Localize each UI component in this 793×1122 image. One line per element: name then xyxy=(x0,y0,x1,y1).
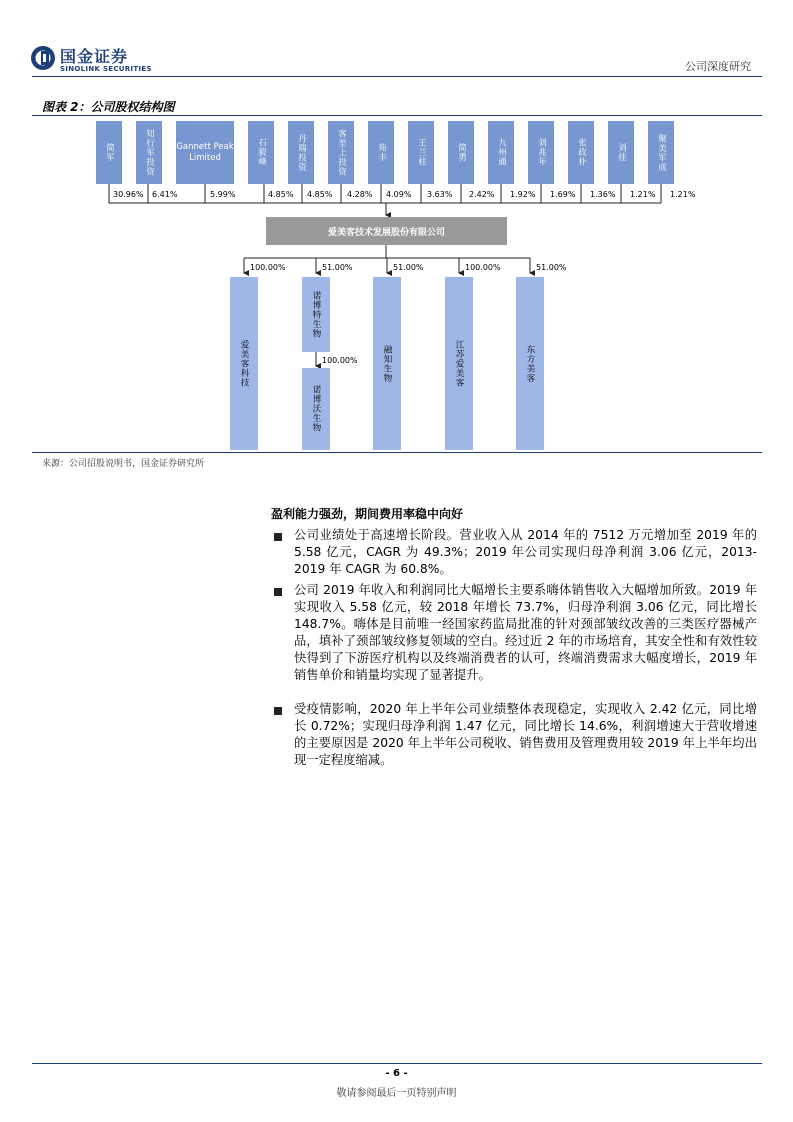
shareholder-box xyxy=(248,121,274,184)
company-name: 爱美客技术发展股份有限公司 xyxy=(327,227,445,238)
shareholder-box xyxy=(96,121,122,184)
shareholder-pct: 1.69% xyxy=(550,190,576,199)
figure-source: 来源：公司招股说明书，国金证券研究所 xyxy=(42,459,205,469)
subsidiary-pct: 100.00% xyxy=(465,263,501,272)
ownership-chart xyxy=(0,0,793,460)
bullet-paragraph: 受疫情影响，2020 年上半年公司业绩整体表现稳定，实现收入 2.42 亿元，同比增长 0.72%；实现归母净利润 1.47 亿元，同比增长 14.6%，利润增速大于营收增速的主要原因是 2020 年上半年公司税收、销售费用及管理费用较 2019 年上半年均出现一定程度缩减。 xyxy=(294,702,757,767)
shareholder-name: 张政朴 xyxy=(576,138,587,167)
shareholder-name: 知行军投资 xyxy=(144,128,155,177)
page-number: - 6 - xyxy=(385,1068,408,1079)
bullet-marker xyxy=(274,707,282,715)
subsidiary-name: 爱美客科技 xyxy=(239,339,249,388)
shareholder-box xyxy=(368,121,394,184)
shareholder-name: 聚美军成 xyxy=(656,133,667,172)
figure-bottom-divider xyxy=(32,452,762,453)
subsidiary-pct: 100.00% xyxy=(250,263,286,272)
shareholder-name: 刘兆年 xyxy=(536,138,547,167)
shareholder-pct: 2.42% xyxy=(469,190,495,199)
subsidiary-name: 东方美客 xyxy=(525,344,535,383)
shareholder-pct: 1.92% xyxy=(510,190,536,199)
bullet-marker xyxy=(274,588,282,596)
sub-subsidiary-name: 诺博沃生物 xyxy=(311,385,321,433)
sub-subsidiary-box xyxy=(302,368,330,450)
subsidiary-box xyxy=(373,277,401,450)
footer-divider xyxy=(32,1063,762,1064)
shareholder-box xyxy=(648,121,674,184)
shareholder-pct: 4.85% xyxy=(307,190,333,199)
shareholder-name: Gannett Peak Limited xyxy=(176,141,234,163)
shareholder-name: 客至上投资 xyxy=(336,128,347,177)
logo-text-en: SINOLINK SECURITIES xyxy=(60,65,152,73)
shareholder-box xyxy=(488,121,514,184)
subsidiary-pct: 51.00% xyxy=(393,263,424,272)
subsidiary-pct: 51.00% xyxy=(322,263,353,272)
shareholder-name: 王兰柱 xyxy=(416,138,427,167)
shareholder-pct: 6.41% xyxy=(152,190,178,199)
shareholder-box xyxy=(136,121,162,184)
shareholder-box xyxy=(176,121,234,184)
shareholder-name: 苑丰 xyxy=(376,143,387,162)
shareholder-name: 九州通 xyxy=(496,138,507,167)
subsidiary-box xyxy=(445,277,473,450)
shareholder-name: 丹瑞投资 xyxy=(296,133,307,172)
subsidiary-name: 江苏爱美客 xyxy=(454,339,464,388)
shareholder-box xyxy=(568,121,594,184)
shareholder-name: 简勇 xyxy=(456,143,467,162)
bullet-paragraph: 公司 2019 年收入和利润同比大幅增长主要系嗨体销售收入大幅增加所致。2019 年实现收入 5.58 亿元，较 2018 年增长 73.7%，归母净利润 3.06 亿元，同比增长 148.7%。嗨体是目前唯一经国家药监局批准的针对颈部皱纹改善的三类医疗器械产品，填补了颈部皱纹修复领域的空白。经过近 2 年的市场培育，其安全性和有效性较快得到了下游医疗机构以及终端消费者的认可，终端消费需求大幅度增长，2019 年销售单价和销量均实现了显著提升。 xyxy=(294,583,757,682)
shareholder-pct: 4.28% xyxy=(347,190,373,199)
shareholder-box xyxy=(328,121,354,184)
shareholder-box xyxy=(408,121,434,184)
subsidiary-box xyxy=(230,277,258,450)
footer-disclaimer: 敬请参阅最后一页特别声明 xyxy=(336,1088,457,1099)
shareholder-box xyxy=(528,121,554,184)
shareholder-pct: 1.36% xyxy=(590,190,616,199)
shareholder-pct: 4.85% xyxy=(268,190,294,199)
shareholder-box xyxy=(608,121,634,184)
shareholder-name: 简军 xyxy=(104,143,115,162)
shareholder-pct: 3.63% xyxy=(427,190,453,199)
company-box xyxy=(266,217,507,245)
subsidiary-pct: 51.00% xyxy=(536,263,567,272)
shareholder-pct: 1.21% xyxy=(670,190,696,199)
figure-title: 图表 2：公司股权结构图 xyxy=(42,100,175,114)
logo-text-cn: 国金证券 xyxy=(60,47,129,66)
report-type: 公司深度研究 xyxy=(685,60,751,73)
shareholder-name: 石毅峰 xyxy=(256,138,267,167)
subsidiary-box xyxy=(302,277,330,352)
shareholder-pct: 5.99% xyxy=(210,190,236,199)
shareholder-pct: 4.09% xyxy=(386,190,412,199)
subsidiary-name: 诺博特生物 xyxy=(311,290,321,339)
subsidiary-box xyxy=(516,277,544,450)
bullet-paragraph: 公司业绩处于高速增长阶段。营业收入从 2014 年的 7512 万元增加至 2019 年的 5.58 亿元，CAGR 为 49.3%；2019 年公司实现归母净利润 3.06 亿元，2013-2019 年 CAGR 为 60.8%。 xyxy=(294,528,757,576)
subsidiary-name: 融知生物 xyxy=(382,344,392,383)
shareholder-pct: 1.21% xyxy=(630,190,656,199)
shareholder-box xyxy=(288,121,314,184)
shareholder-box xyxy=(448,121,474,184)
shareholder-name: 刘佳 xyxy=(616,143,627,162)
sub-subsidiary-pct: 100.00% xyxy=(322,356,358,365)
shareholder-pct: 30.96% xyxy=(113,190,144,199)
bullet-marker xyxy=(274,533,282,541)
section-title: 盈利能力强劲，期间费用率稳中向好 xyxy=(271,507,464,521)
